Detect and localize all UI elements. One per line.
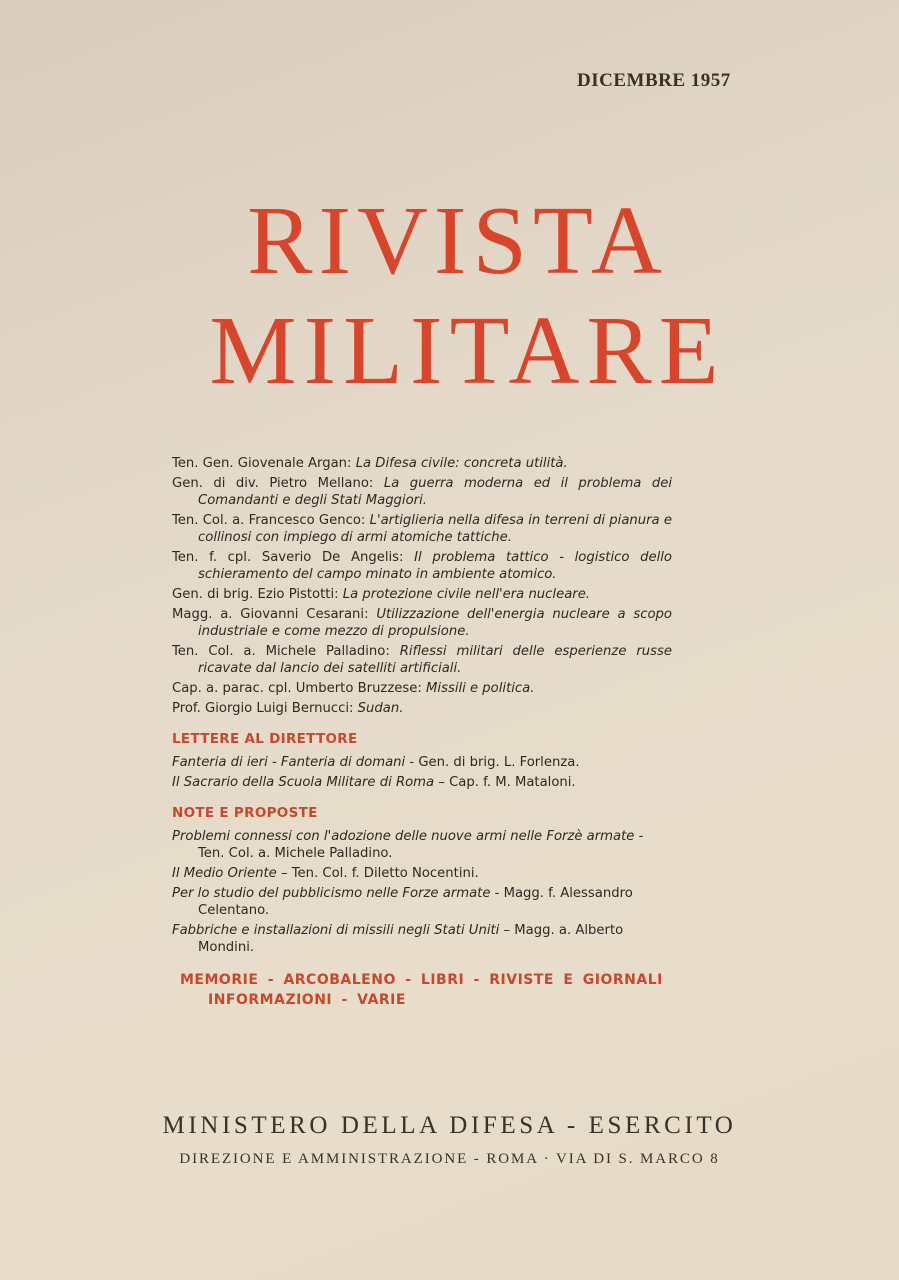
article-title: La protezione civile nell'era nucleare.: [342, 587, 591, 602]
note-entry: [172, 828, 672, 862]
article-title: Riflessi militari delle esperienze russe ricavate dal lancio dei satelliti artificiali.: [198, 644, 672, 676]
letter-entry: [172, 754, 672, 771]
article-entry: [172, 549, 672, 583]
letter-title: Il Sacrario della Scuola Militare di Roma: [172, 775, 435, 790]
magazine-title-line2: MILITARE: [209, 297, 726, 405]
letter-entry: [172, 774, 672, 791]
article-entry: [172, 700, 672, 717]
letter-author: - Gen. di brig. L. Forlenza.: [405, 755, 580, 770]
table-of-contents: [172, 455, 672, 1010]
article-author: Magg. a. Giovanni Cesarani:: [172, 607, 369, 622]
article-entry: [172, 606, 672, 640]
article-entry: [172, 512, 672, 546]
letter-author: – Cap. f. M. Mataloni.: [434, 775, 576, 790]
article-title: L'artiglieria nella difesa in terreni di pianura e collinosi con impiego di armi atomiche tattiche.: [198, 513, 672, 545]
note-title: Il Medio Oriente: [172, 866, 277, 881]
publisher-address: DIREZIONE E AMMINISTRAZIONE - ROMA · VIA DI S. MARCO 8: [179, 1151, 720, 1167]
article-title: Missili e politica.: [426, 681, 535, 696]
sections-list: MEMORIE - ARCOBALENO - LIBRI - RIVISTE E GIORNALI INFORMAZIONI - VARIE: [180, 972, 663, 1008]
article-author: Ten. Col. a. Francesco Genco:: [172, 513, 366, 528]
article-entry: [172, 586, 672, 603]
note-author: – Ten. Col. f. Diletto Nocentini.: [276, 866, 479, 881]
note-author: - Ten. Col. a. Michele Palladino.: [198, 829, 644, 861]
note-title: Per lo studio del pubblicismo nelle Forze armate: [172, 886, 491, 901]
note-title: Fabbriche e installazioni di missili negli Stati Uniti: [172, 923, 500, 938]
note-entry: [172, 922, 672, 956]
note-author: – Magg. a. Alberto Mondini.: [198, 923, 624, 955]
note-author: - Magg. f. Alessandro Celentano.: [198, 886, 633, 918]
article-author: Prof. Giorgio Luigi Bernucci:: [172, 701, 354, 716]
article-author: Cap. a. parac. cpl. Umberto Bruzzese:: [172, 681, 422, 696]
article-author: Ten. f. cpl. Saverio De Angelis:: [172, 550, 404, 565]
section-heading-notes: NOTE E PROPOSTE: [172, 805, 318, 821]
article-entry: [172, 643, 672, 677]
letter-title: Fanteria di ieri - Fanteria di domani: [172, 755, 406, 770]
article-entry: [172, 475, 672, 509]
section-heading-letters: LETTERE AL DIRETTORE: [172, 731, 358, 747]
article-entry: [172, 455, 672, 472]
article-author: Ten. Gen. Giovenale Argan:: [172, 456, 352, 471]
article-title: Il problema tattico - logistico dello schieramento del campo minato in ambiente atomico.: [198, 550, 672, 582]
article-title: La guerra moderna ed il problema dei Comandanti e degli Stati Maggiori.: [198, 476, 672, 508]
magazine-title-line1: RIVISTA: [247, 187, 668, 295]
article-title: Utilizzazione dell'energia nucleare a scopo industriale e come mezzo di propulsione.: [198, 607, 672, 639]
article-entry: [172, 680, 672, 697]
note-title: Problemi connessi con l'adozione delle nuove armi nelle Forzè armate: [172, 829, 635, 844]
article-title: La Difesa civile: concreta utilità.: [355, 456, 568, 471]
issue-date: DICEMBRE 1957: [577, 70, 731, 91]
note-entry: [172, 865, 672, 882]
article-title: Sudan.: [357, 701, 404, 716]
note-entry: [172, 885, 672, 919]
publisher-name: MINISTERO DELLA DIFESA - ESERCITO: [162, 1112, 737, 1139]
article-author: Gen. di div. Pietro Mellano:: [172, 476, 374, 491]
article-author: Ten. Col. a. Michele Palladino:: [172, 644, 390, 659]
article-author: Gen. di brig. Ezio Pistotti:: [172, 587, 339, 602]
